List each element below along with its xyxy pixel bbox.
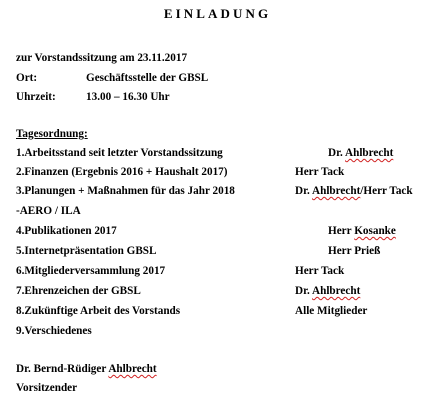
agenda-heading: Tagesordnung:: [16, 128, 88, 140]
ort-value: Geschäftsstelle der GBSL: [86, 72, 209, 84]
agenda-item-1: 1.Arbeitsstand seit letzter Vorstandssitzung: [16, 147, 223, 159]
agenda-person-1: Dr. Ahlbrecht: [328, 147, 394, 159]
agenda-item-3-sub: -AERO / ILA: [16, 205, 81, 217]
agenda-item-8: 8.Zukünftige Arbeit des Vorstands: [16, 305, 181, 317]
agenda-person-5: Herr Prieß: [328, 245, 381, 257]
ort-label: Ort:: [16, 72, 38, 84]
agenda-person-7: Dr. Ahlbrecht: [295, 285, 361, 297]
agenda-item-9: 9.Verschiedenes: [16, 325, 92, 337]
agenda-item-5: 5.Internetpräsentation GBSL: [16, 245, 157, 257]
agenda-item-4: 4.Publikationen 2017: [16, 225, 117, 237]
signature-role: Vorsitzender: [16, 382, 78, 394]
meeting-line: zur Vorstandssitzung am 23.11.2017: [16, 52, 188, 64]
agenda-person-4: Herr Kosanke: [328, 225, 396, 237]
agenda-item-2: 2.Finanzen (Ergebnis 2016 + Haushalt 2017): [16, 166, 228, 178]
signature-name: Dr. Bernd-Rüdiger Ahlbrecht: [16, 363, 157, 375]
uhrzeit-value: 13.00 – 16.30 Uhr: [86, 91, 170, 103]
uhrzeit-label: Uhrzeit:: [16, 91, 56, 103]
agenda-person-6: Herr Tack: [295, 265, 345, 277]
agenda-item-3: 3.Planungen + Maßnahmen für das Jahr 2018: [16, 185, 235, 197]
agenda-person-8: Alle Mitglieder: [295, 305, 368, 317]
agenda-person-3: Dr. Ahlbrecht/Herr Tack: [295, 185, 413, 197]
agenda-item-7: 7.Ehrenzeichen der GBSL: [16, 285, 141, 297]
document-title: EINLADUNG: [163, 6, 272, 21]
agenda-person-2: Herr Tack: [295, 166, 345, 178]
agenda-item-6: 6.Mitgliederversammlung 2017: [16, 265, 166, 277]
